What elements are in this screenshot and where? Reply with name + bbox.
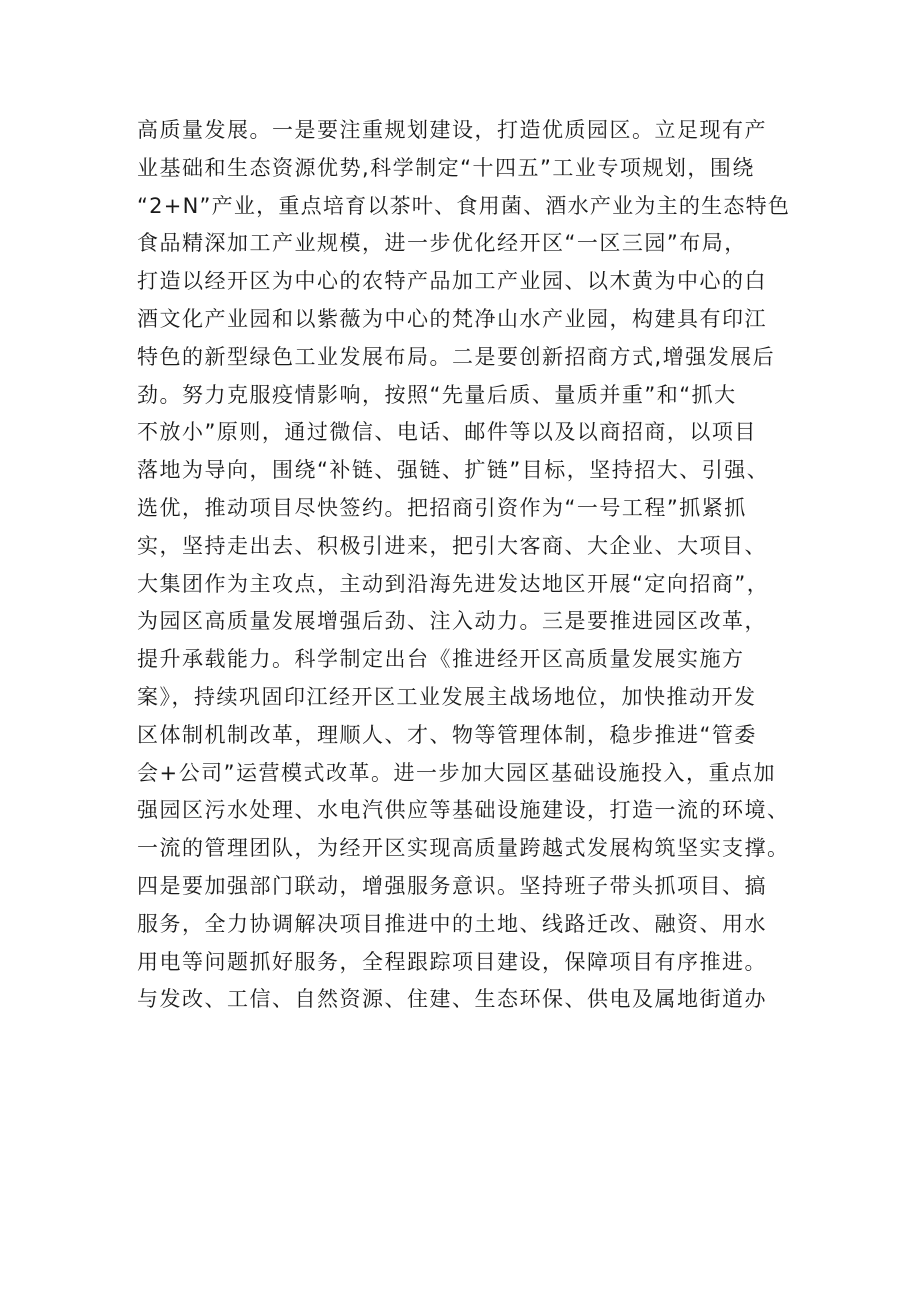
text-line-2: 业基础和生态资源优势,科学制定“十四五”工业专项规划，围绕: [137, 155, 755, 180]
body-paragraph: [137, 112, 797, 1019]
text-line-12: 实，坚持走出去、积极引进来，把引大客商、大企业、大项目、: [137, 533, 767, 558]
text-line-10: 落地为导向，围绕“补链、强链、扩链”目标，坚持招大、引强、: [137, 458, 770, 483]
text-line-18: 会+公司”运营模式改革。进一步加大园区基础设施投入，重点加: [137, 760, 776, 785]
text-line-4: 食品精深加工产业规模，进一步优化经开区“一区三园”布局，: [137, 231, 747, 256]
text-line-15: 提升承载能力。科学制定出台《推进经开区高质量发展实施方: [137, 647, 745, 672]
text-line-20: 一流的管理团队，为经开区实现高质量跨越式发展构筑坚实支撑。: [137, 836, 790, 861]
text-line-11: 选优，推动项目尽快签约。把招商引资作为“一号工程”抓紧抓: [137, 495, 747, 520]
text-line-3: “2+N”产业，重点培育以茶叶、食用菌、酒水产业为主的生态特色: [137, 193, 791, 218]
text-line-19: 强园区污水处理、水电汽供应等基础设施建设，打造一流的环境、: [137, 798, 790, 823]
text-line-1: 高质量发展。一是要注重规划建设，打造优质园区。立足现有产: [137, 118, 767, 142]
text-line-23: 用电等问题抓好服务，全程跟踪项目建设，保障项目有序推进。: [137, 949, 767, 974]
text-line-9: 不放小”原则，通过微信、电话、邮件等以及以商招商，以项目: [137, 420, 757, 445]
text-line-7: 特色的新型绿色工业发展布局。二是要创新招商方式,增强发展后: [137, 344, 776, 369]
text-line-24: 与发改、工信、自然资源、住建、生态环保、供电及属地街道办: [137, 987, 767, 1012]
text-line-16: 案》，持续巩固印江经开区工业发展主战场地位，加快推动开发: [137, 684, 757, 709]
text-line-22: 服务，全力协调解决项目推进中的土地、线路迁改、融资、用水: [137, 911, 767, 936]
text-line-8: 劲。努力克服疫情影响，按照“先量后质、量质并重”和“抓大: [137, 382, 737, 407]
text-line-17: 区体制机制改革，理顺人、才、物等管理体制，稳步推进“管委: [137, 722, 757, 747]
text-line-5: 打造以经开区为中心的农特产品加工产业园、以木黄为中心的白: [137, 269, 767, 294]
text-line-14: 为园区高质量发展增强后劲、注入动力。三是要推进园区改革，: [137, 609, 767, 634]
text-line-6: 酒文化产业园和以紫薇为中心的梵净山水产业园，构建具有印江: [137, 306, 767, 331]
text-line-21: 四是要加强部门联动，增强服务意识。坚持班子带头抓项目、搞: [137, 873, 767, 898]
text-line-13: 大集团作为主攻点，主动到沿海先进发达地区开展“定向招商”，: [137, 571, 770, 596]
